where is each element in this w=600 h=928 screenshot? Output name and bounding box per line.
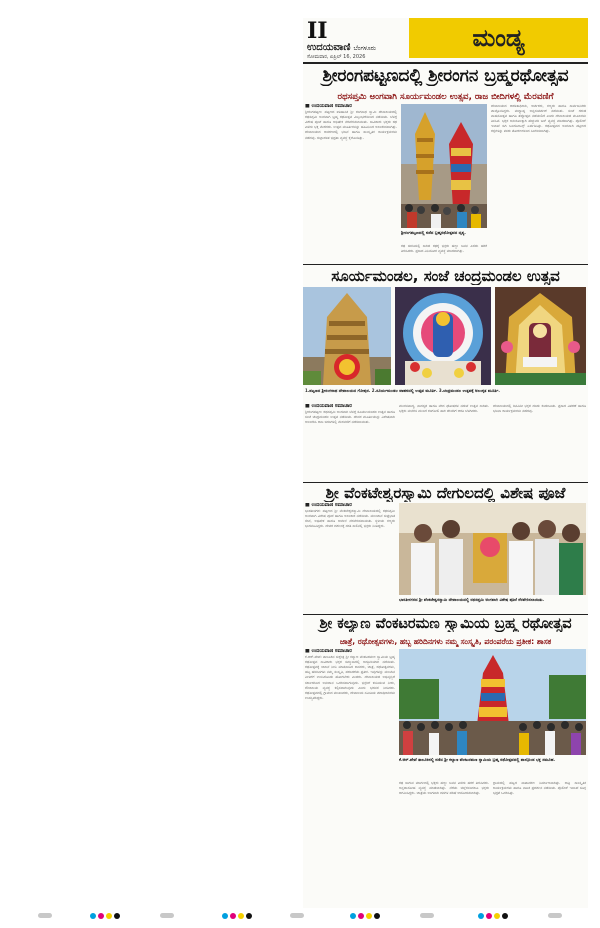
yellow-dot: [494, 913, 500, 919]
story1-column-2: [401, 244, 487, 262]
story3-byline: ■ ಉದಯವಾಣಿ ಸಮಾಚಾರ: [305, 503, 352, 508]
registration-color-bar: [90, 912, 120, 919]
story1-column-1: [305, 104, 397, 260]
black-dot: [502, 913, 508, 919]
story2-byline: ■ ಉದಯವಾಣಿ ಸಮಾಚಾರ: [305, 404, 352, 409]
story1-photo-temple-chariot: [401, 104, 487, 228]
story1-headline: ಶ್ರೀರಂಗಪಟ್ಟಣದಲ್ಲಿ ಶ್ರೀರಂಗನ ಬ್ರಹ್ಮರಥೋತ್ಸವ: [322, 66, 569, 86]
magenta-dot: [486, 913, 492, 919]
registration-color-bar: [350, 912, 380, 919]
story4-column-2: [399, 781, 489, 907]
registration-mark: [38, 913, 52, 918]
registration-mark: [290, 913, 304, 918]
magenta-dot: [98, 913, 104, 919]
magenta-dot: [230, 913, 236, 919]
registration-mark: [160, 913, 174, 918]
story1-text-2: ರಥ ಬೀದಿಯಲ್ಲಿ ಸಾಗಿದ ರಥಕ್ಕೆ ಭಕ್ತರು ಹಣ್ಣು ಜವನ ಎಸೆದು ಹರಕೆ ತೀರಿಸಿದರು. ಪ್ರಸಾದ ವಿನಿಯೋಗ ವ್ಯವಸ್ಥೆ ಮಾಡಲಾಗಿತ್ತು.: [401, 244, 487, 254]
cyan-dot: [222, 913, 228, 919]
story1-photo-caption: ಶ್ರೀರಂಗಪಟ್ಟಣದಲ್ಲಿ ನಡೆದ ಬ್ರಹ್ಮರಥೋತ್ಸವದ ದೃಶ್ಯ.: [401, 230, 466, 235]
story2-photo-caption: 1.ಪಟ್ಟಣದ ಶ್ರೀರಂಗನಾಥ ದೇವಾಲಯದ ಗೋಪುರ. 2.ಸೂರ್ಯಮಂಡಲ ವಾಹನದಲ್ಲಿ ಉತ್ಸವ ಮೂರ್ತಿ. 3.ಚಂದ್ರಮಂಡಲ ಉತ್ಸವಕ್ಕೆ ಅಲಂಕೃತ ಮೂರ್ತಿ.: [305, 388, 500, 393]
paper-name-text: ಉದಯವಾಣಿ: [307, 42, 351, 53]
story2-text-3: ದೇವಾಲಯದಲ್ಲಿ ದಿನವಿಡೀ ಭಕ್ತರ ದಂಡು ಕಂಡುಬಂತು. ಪ್ರಸಾದ ವಿತರಣೆ ಹಾಗೂ ಭಜನಾ ಕಾರ್ಯಕ್ರಮಗಳು ನಡೆದವು.: [493, 404, 586, 414]
story1-subhead: ರಥಸಪ್ತಮಿ ಅಂಗವಾಗಿ ಸೂರ್ಯಮಂಡಲ ಉತ್ಸವ, ರಾಜ ಬೀದಿಗಳಲ್ಲಿ ಮೆರವಣಿಗೆ: [337, 92, 554, 102]
yellow-dot: [366, 913, 372, 919]
story3-column-1: [305, 503, 395, 611]
story3-photo-caption: ಭಾರತೀನಗರದ ಶ್ರೀ ವೆಂಕಟೇಶ್ವರಸ್ವಾಮಿ ದೇವಾಲಯದಲ್ಲಿ ರಥಸಪ್ತಮಿ ಅಂಗವಾಗಿ ವಿಶೇಷ ಪೂಜೆ ನೆರವೇರಿಸಲಾಯಿತು.: [399, 597, 545, 602]
divider: [303, 614, 588, 615]
story2-text-2: ಮಂಗಳವಾದ್ಯ, ನಾದಸ್ವರ ಹಾಗೂ ವೇದ ಘೋಷಗಳ ನಡುವೆ ಉತ್ಸವ ಸಾಗಿತು. ಭಕ್ತರು ಮನೆಗಳ ಮುಂದೆ ರಂಗೋಲಿ ಹಾಕಿ ದೇವರಿಗೆ ಆರತಿ ಬೆಳಗಿದರು.: [399, 404, 489, 414]
story2-photo-chandramandala: [495, 287, 586, 385]
story2-column-2: [399, 404, 489, 480]
story1-column-3: [491, 104, 586, 262]
story4-photo-rathotsava: [399, 649, 586, 755]
divider: [303, 482, 588, 483]
story4-headline: ಶ್ರೀ ಕಲ್ಯಾಣ ವೆಂಕಟರಮಣ ಸ್ವಾಮಿಯ ಬ್ರಹ್ಮ ರಥೋತ್ಸವ: [319, 616, 572, 632]
story2-column-3: [493, 404, 586, 480]
registration-mark: [548, 913, 562, 918]
story2-headline: ಸೂರ್ಯಮಂಡಲ, ಸಂಜೆ ಚಂದ್ರಮಂಡಲ ಉತ್ಸವ: [331, 267, 560, 285]
story4-photo-caption: ಕೆ.ಆರ್.ಪೇಟೆ ತಾಲೂಕಿನಲ್ಲಿ ನಡೆದ ಶ್ರೀ ಕಲ್ಯಾಣ ವೆಂಕಟರಮಣ ಸ್ವಾಮಿಯ ಬ್ರಹ್ಮ ರಥೋತ್ಸವದಲ್ಲಿ ಪಾಲ್ಗೊಂಡ ಭಕ್ತ ಸಮೂಹ.: [399, 757, 555, 762]
cyan-dot: [350, 913, 356, 919]
registration-mark: [420, 913, 434, 918]
story4-column-3: [493, 781, 586, 907]
story2-photo-gopura: [303, 287, 391, 385]
story4-column-1: [305, 649, 395, 907]
registration-color-bar: [478, 912, 508, 919]
black-dot: [246, 913, 252, 919]
story4-text-2: ರಥ ಸಾಗುವ ಮಾರ್ಗದಲ್ಲಿ ಭಕ್ತರು ಹಣ್ಣು ಜವನ ಎಸೆದು ಹರಕೆ ತೀರಿಸಿದರು. ಅನ್ನದಾಸೋಹ ವ್ಯವಸ್ಥೆ ಮಾಡಲಾಗಿತ್ತು. ನೆರೆಯ ಜಿಲ್ಲೆಗಳಿಂದಲೂ ಭಕ್ತರು ಆಗಮಿಸಿದ್ದರು. ಜಾತ್ರೆಯ ಅಂಗವಾಗಿ ದನಗಳ ಪರಿಷೆ ಆಯೋಜಿಸಲಾಗಿತ್ತು.: [399, 781, 489, 796]
story3-text-1: ಭಾರತೀನಗರ: ಪಟ್ಟಣದ ಶ್ರೀ ವೆಂಕಟೇಶ್ವರಸ್ವಾಮಿ ದೇವಾಲಯದಲ್ಲಿ ರಥಸಪ್ತಮಿ ಅಂಗವಾಗಿ ವಿಶೇಷ ಪೂಜೆ ಹಾಗೂ ಅಲಂಕಾರ ನಡೆಯಿತು. ಮುಂಜಾನೆ ಸುಪ್ರಭಾತ ಸೇವೆ, ಅಭಿಷೇಕ ಹಾಗೂ ಅರ್ಚನೆ ನೆರವೇರಿಸಲಾಯಿತು. ಸ್ಥಳೀಯ ಗಣ್ಯರು ಭಾಗವಹಿಸಿದ್ದರು. ದೇವರ ದರ್ಶನಕ್ಕೆ ಸರತಿ ಸಾಲಿನಲ್ಲಿ ಭಕ್ತರು ನಿಂತಿದ್ದರು.: [305, 509, 395, 529]
cyan-dot: [478, 913, 484, 919]
story1-text-3: ದೇವಾಲಯದ ಆಡಳಿತಾಧಿಕಾರಿ, ಅರ್ಚಕರು, ಗಣ್ಯರು ಹಾಗೂ ಸಾರ್ವಜನಿಕರು ಪಾಲ್ಗೊಂಡಿದ್ದರು. ಮಧ್ಯಾಹ್ನ ಅನ್ನಸಂತರ್ಪಣೆ ನಡೆಯಿತು. ಸಂಜೆ ಗರುಡ ವಾಹನೋತ್ಸವ ಹಾಗೂ ತೆಪ್ಪೋತ್ಸವ ನಡೆಯಲಿದೆ ಎಂದು ದೇವಾಲಯದ ಮೂಲಗಳು ತಿಳಿಸಿವೆ. ಭಕ್ತರ ಅನುಕೂಲಕ್ಕಾಗಿ ಹೆಚ್ಚುವರಿ ಬಸ್ ವ್ಯವಸ್ಥೆ ಮಾಡಲಾಗಿತ್ತು. ಪೊಲೀಸ್ ಇಲಾಖೆ ಬಿಗಿ ಬಂದೋಬಸ್ತ್ ಏರ್ಪಡಿಸಿತ್ತು. ರಥೋತ್ಸವದ ಅಂಗವಾಗಿ ಪಟ್ಟಣದ ರಸ್ತೆಗಳನ್ನು ತಳಿರು ತೋರಣಗಳಿಂದ ಸಿಂಗರಿಸಲಾಗಿತ್ತು.: [491, 104, 586, 134]
divider: [303, 264, 588, 265]
yellow-dot: [106, 913, 112, 919]
story4-text-3: ಗ್ರಾಮದಲ್ಲಿ ಹಬ್ಬದ ವಾತಾವರಣ ನಿರ್ಮಾಣವಾಗಿತ್ತು. ರಾತ್ರಿ ಸಾಂಸ್ಕೃತಿಕ ಕಾರ್ಯಕ್ರಮಗಳು ಹಾಗೂ ನಾಟಕ ಪ್ರದರ್ಶನ ನಡೆಯಿತು. ಪೊಲೀಸ್ ಇಲಾಖೆ ಸೂಕ್ತ ಭದ್ರತೆ ಒದಗಿಸಿತ್ತು.: [493, 781, 586, 796]
edition: ಬೆಂಗಳೂರು: [353, 45, 376, 52]
registration-color-bar: [222, 912, 252, 919]
paper-name: [307, 42, 376, 53]
dateline: ಸೋಮವಾರ, ಏಪ್ರಿಲ್ 16, 2026: [307, 54, 366, 60]
page-number: II: [307, 18, 328, 44]
story2-photo-suryamandala: [395, 287, 491, 385]
story2-text-1: ಶ್ರೀರಂಗಪಟ್ಟಣ: ರಥಸಪ್ತಮಿ ಅಂಗವಾಗಿ ಬೆಳಗ್ಗೆ ಸೂರ್ಯಮಂಡಲ ಉತ್ಸವ ಹಾಗೂ ಸಂಜೆ ಚಂದ್ರಮಂಡಲ ಉತ್ಸವ ನಡೆಯಿತು. ದೇವರ ಮೂರ್ತಿಯನ್ನು ವಿಶೇಷವಾಗಿ ಅಲಂಕರಿಸಿ ರಾಜ ಬೀದಿಗಳಲ್ಲಿ ಮೆರವಣಿಗೆ ನಡೆಸಲಾಯಿತು.: [305, 410, 395, 425]
story3-photo-puja: [399, 503, 586, 595]
story1-byline: ■ ಉದಯವಾಣಿ ಸಮಾಚಾರ: [305, 104, 352, 109]
divider: [303, 62, 588, 64]
story4-subhead: ಜಾತ್ರೆ, ರಥೋತ್ಸವಗಳು, ಹಬ್ಬ ಹರಿದಿನಗಳು ನಮ್ಮ ಸಂಸ್ಕೃತಿ, ಪರಂಪರೆಯ ಪ್ರತೀಕ: ಶಾಸಕ: [339, 637, 552, 646]
story3-headline: ಶ್ರೀ ವೆಂಕಟೇಶ್ವರಸ್ವಾಮಿ ದೇಗುಲದಲ್ಲಿ ವಿಶೇಷ ಪೂಜೆ: [325, 484, 566, 502]
story4-text-1: ಕೆ.ಆರ್.ಪೇಟೆ: ತಾಲೂಕಿನ ಸುಕ್ಷೇತ್ರ ಶ್ರೀ ಕಲ್ಯಾಣ ವೆಂಕಟರಮಣ ಸ್ವಾಮಿಯ ಬ್ರಹ್ಮ ರಥೋತ್ಸವ ಸಾವಿರಾರು ಭಕ್ತರ ಸಮ್ಮುಖದಲ್ಲಿ ಅದ್ಧೂರಿಯಾಗಿ ನಡೆಯಿತು. ರಥೋತ್ಸವಕ್ಕೆ ಚಾಲನೆ ನೀಡಿ ಮಾತನಾಡಿದ ಶಾಸಕರು, ಜಾತ್ರೆ, ರಥೋತ್ಸವಗಳು, ಹಬ್ಬ ಹರಿದಿನಗಳು ನಮ್ಮ ಸಂಸ್ಕೃತಿ, ಪರಂಪರೆಯ ಪ್ರತೀಕ. ಇವುಗಳನ್ನು ಮುಂದಿನ ಪೀಳಿಗೆಗೆ ಉಳಿಸಿಕೊಂಡು ಹೋಗಬೇಕು ಎಂದರು. ದೇವಾಲಯದ ಅಭಿವೃದ್ಧಿಗೆ ಸರ್ಕಾರದಿಂದ ಅನುದಾನ ಒದಗಿಸಲಾಗುವುದು. ಭಕ್ತರಿಗೆ ಕುಡಿಯುವ ನೀರು, ಶೌಚಾಲಯ ವ್ಯವಸ್ಥೆ ಕಲ್ಪಿಸಲಾಗುವುದು ಎಂದು ಭರವಸೆ ನೀಡಿದರು. ರಥೋತ್ಸವದಲ್ಲಿ ಗ್ರಾಮದ ಮುಖಂಡರು, ದೇವಾಲಯ ಸಮಿತಿಯ ಪದಾಧಿಕಾರಿಗಳು ಉಪಸ್ಥಿತರಿದ್ದರು.: [305, 655, 395, 700]
black-dot: [114, 913, 120, 919]
story2-column-1: [305, 404, 395, 480]
magenta-dot: [358, 913, 364, 919]
story1-text-1: ಶ್ರೀರಂಗಪಟ್ಟಣ: ಪಟ್ಟಣದ ಐತಿಹಾಸಿಕ ಶ್ರೀ ರಂಗನಾಥ ಸ್ವಾಮಿ ದೇವಾಲಯದಲ್ಲಿ ರಥಸಪ್ತಮಿ ಅಂಗವಾಗಿ ಬ್ರಹ್ಮ ರಥೋತ್ಸವ ವಿಜೃಂಭಣೆಯಿಂದ ನಡೆಯಿತು. ಬೆಳಗ್ಗೆ ವಿಶೇಷ ಪೂಜೆ ಹಾಗೂ ಅಭಿಷೇಕ ನೆರವೇರಿಸಲಾಯಿತು. ಸಾವಿರಾರು ಭಕ್ತರು ರಥ ಎಳೆದು ಭಕ್ತಿ ಮೆರೆದರು. ಉತ್ಸವ ಮೂರ್ತಿಗಳನ್ನು ಹೂವಿನಿಂದ ಅಲಂಕರಿಸಲಾಗಿತ್ತು. ದೇವಾಲಯದ ಆವರಣದಲ್ಲಿ ಭಜನೆ ಹಾಗೂ ಸಾಂಸ್ಕೃತಿಕ ಕಾರ್ಯಕ್ರಮಗಳು ನಡೆದವು. ಜಿಲ್ಲಾಡಳಿತ ಭದ್ರತಾ ವ್ಯವಸ್ಥೆ ಕೈಗೊಂಡಿತ್ತು.: [305, 110, 397, 140]
masthead: [303, 18, 588, 60]
district-banner: ಮಂಡ್ಯ: [409, 18, 588, 58]
story4-byline: ■ ಉದಯವಾಣಿ ಸಮಾಚಾರ: [305, 649, 352, 654]
yellow-dot: [238, 913, 244, 919]
cyan-dot: [90, 913, 96, 919]
black-dot: [374, 913, 380, 919]
